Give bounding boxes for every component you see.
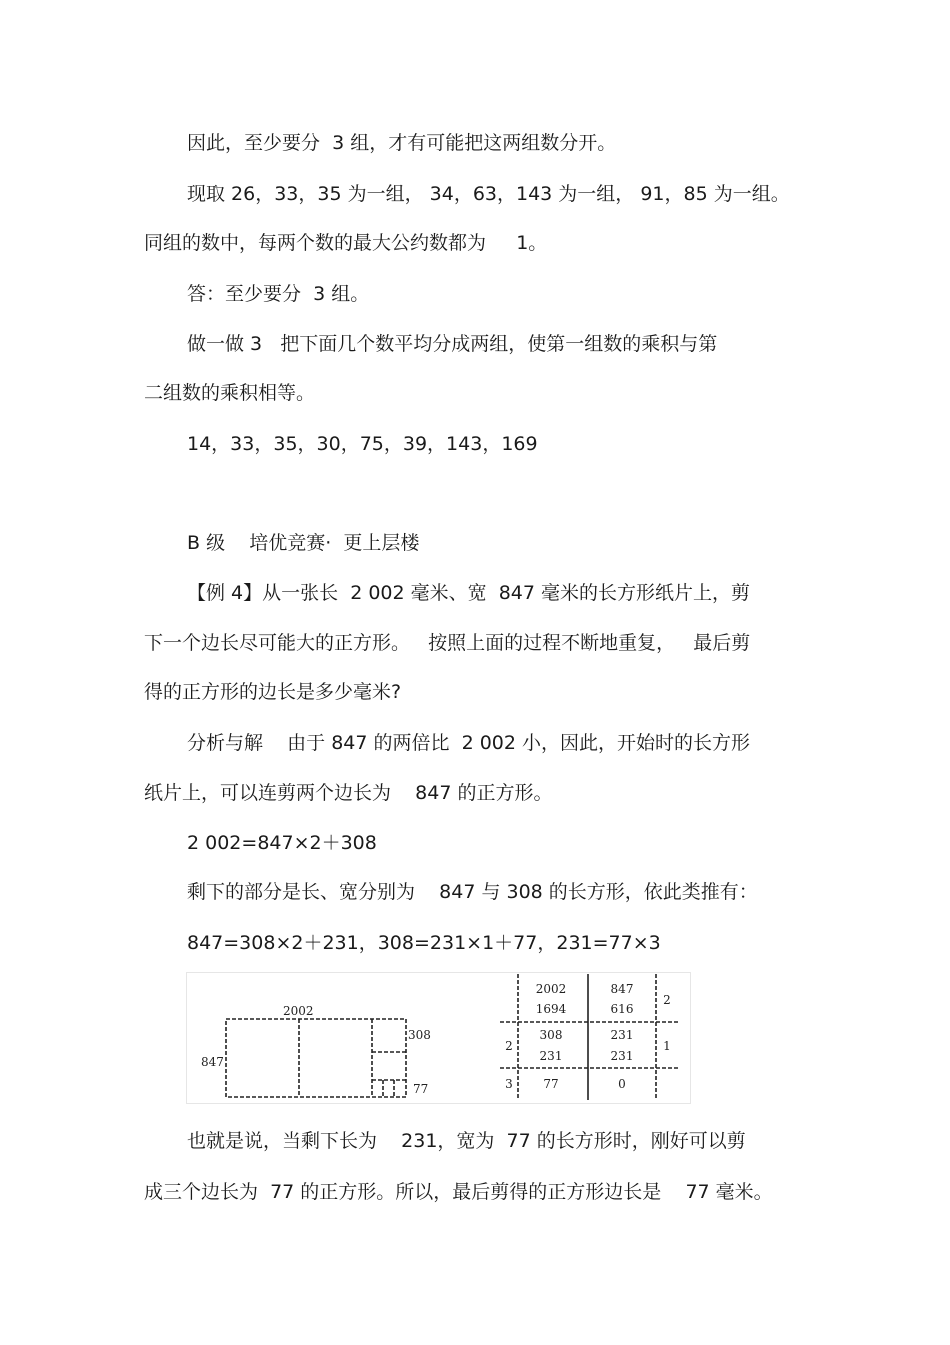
label-width: 847 [201, 1055, 224, 1069]
cell-r1c1-top: 2002 [535, 982, 567, 996]
label-last: 77 [413, 1082, 429, 1096]
outer-rectangle [226, 1019, 406, 1097]
analysis-line-3: 剩下的部分是长、宽分别为 847 与 308 的长方形，依此类推有： [187, 881, 758, 903]
quotient-r2-left: 2 [505, 1039, 513, 1053]
analysis-line-2: 纸片上，可以连剪两个边长为 847 的正方形。 [144, 782, 553, 804]
equation-2: 847=308×2＋231，308=231×1＋77，231=77×3 [187, 932, 661, 954]
example-4-line-3: 得的正方形的边长是多少毫米? [144, 681, 402, 703]
quotient-r2-right: 1 [663, 1039, 671, 1053]
section-heading: B 级 培优竞赛· 更上层楼 [187, 532, 420, 554]
cell-r3c2: 0 [618, 1077, 626, 1091]
text-line-2: 现取 26，33，35 为一组， 34，63，143 为一组， 91，85 为一组。 [187, 183, 790, 205]
text-line-1: 因此，至少要分 3 组，才有可能把这两组数分开。 [187, 132, 617, 154]
cell-r1c2-top: 847 [610, 982, 634, 996]
exercise-3-line-2: 二组数的乘积相等。 [144, 382, 316, 404]
exercise-3-line-1: 做一做 3 把下面几个数平均分成两组，使第一组数的乘积与第 [187, 333, 718, 355]
cell-r1c1-bottom: 1694 [535, 1002, 567, 1016]
euclid-figure [186, 972, 691, 1104]
cell-r2c1-bottom: 231 [539, 1049, 563, 1063]
label-remainder: 308 [408, 1028, 431, 1042]
label-length: 2002 [283, 1004, 314, 1018]
cell-r3c1: 77 [543, 1077, 559, 1091]
text-line-3: 同组的数中，每两个数的最大公约数都为 1。 [144, 232, 548, 254]
quotient-r1: 2 [663, 993, 671, 1007]
cell-r2c2-top: 231 [610, 1028, 634, 1042]
cell-r2c1-top: 308 [539, 1028, 563, 1042]
example-4-line-1: 【例 4】从一张长 2 002 毫米、宽 847 毫米的长方形纸片上，剪 [187, 582, 751, 604]
answer-line: 答：至少要分 3 组。 [187, 283, 370, 305]
conclusion-line-2: 成三个边长为 77 的正方形。所以，最后剪得的正方形边长是 77 毫米。 [144, 1181, 773, 1203]
number-list: 14，33，35，30，75，39，143，169 [187, 433, 538, 455]
conclusion-line-1: 也就是说，当剩下长为 231，宽为 77 的长方形时，刚好可以剪 [187, 1130, 746, 1152]
division-table [500, 974, 678, 1100]
quotient-r3: 3 [505, 1077, 513, 1091]
example-4-line-2: 下一个边长尽可能大的正方形。 按照上面的过程不断地重复， 最后剪 [144, 632, 751, 654]
euclid-figure-svg [186, 972, 691, 1104]
equation-1: 2 002=847×2＋308 [187, 832, 377, 854]
cell-r2c2-bottom: 231 [610, 1049, 634, 1063]
analysis-line-1: 分析与解 由于 847 的两倍比 2 002 小，因此，开始时的长方形 [187, 732, 751, 754]
rectangle-diagram [226, 1019, 406, 1097]
cell-r1c2-bottom: 616 [610, 1002, 634, 1016]
